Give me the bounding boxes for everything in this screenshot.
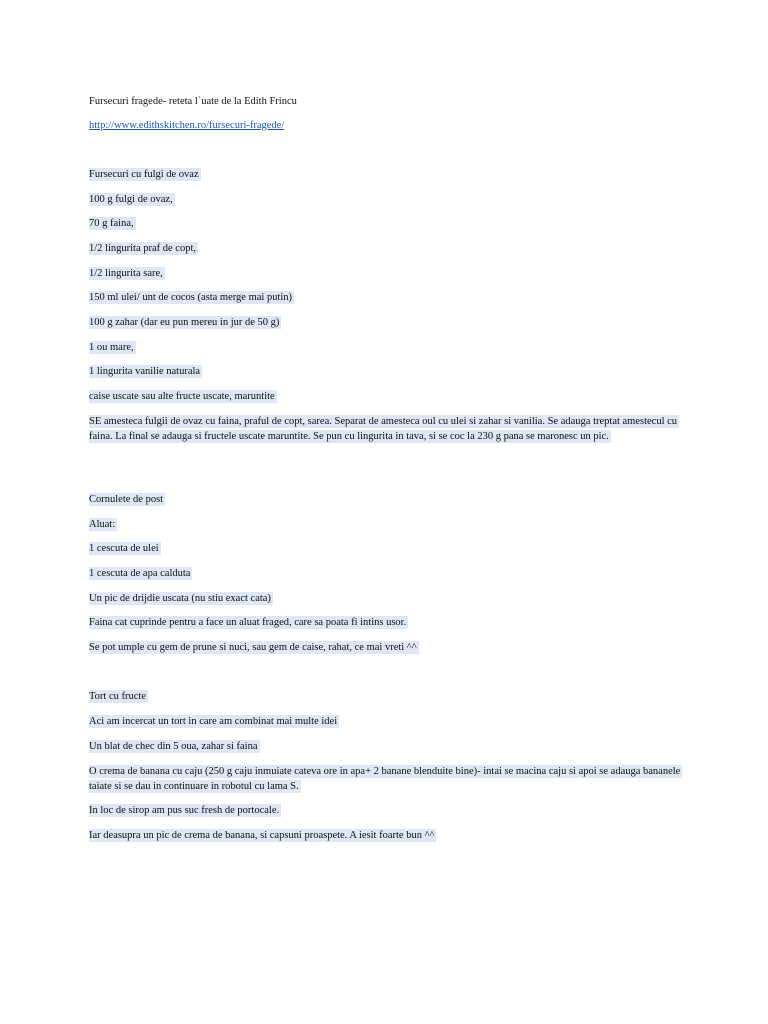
ingredient-line: 1 lingurita vanilie naturala [89, 366, 201, 377]
source-link[interactable]: http://www.edithskitchen.ro/fursecuri-fragede/ [89, 120, 285, 131]
ingredient-line: 1 ou mare, [89, 342, 134, 353]
ingredient-line: 100 g zahar (dar eu pun mereu in jur de 50 g) [89, 317, 280, 328]
document-title: Fursecuri fragede- reteta l`uate de la Edith Frincu [89, 96, 297, 107]
text-line: Aci am incercat un tort in care am combinat mai multe idei [89, 716, 338, 727]
recipe-title: Cornulete de post [89, 494, 164, 505]
ingredient-line: 1 cescuta de ulei [89, 543, 159, 554]
recipe-subtitle: Aluat: [89, 519, 116, 530]
ingredient-line: 1 cescuta de apa calduta [89, 568, 191, 579]
ingredient-line: Un pic de drijdie uscata (nu stiu exact cata) [89, 593, 271, 604]
ingredient-line: 1/2 lingurita sare, [89, 268, 163, 279]
recipe-title: Tort cu fructe [89, 691, 146, 702]
text-line: In loc de sirop am pus suc fresh de portocale. [89, 805, 280, 816]
text-line: Iar deasupra un pic de crema de banana, si capsuni proaspete. A iesit foarte bun ^^ [89, 830, 435, 841]
ingredient-line: 70 g faina, [89, 218, 134, 229]
ingredient-line: Faina cat cuprinde pentru a face un aluat fraged, care sa poata fi intins usor. [89, 617, 407, 628]
recipe-title: Fursecuri cu fulgi de ovaz [89, 169, 199, 180]
ingredient-line: caise uscate sau alte fructe uscate, maruntite [89, 391, 275, 402]
text-line: Un blat de chec din 5 oua, zahar si faina [89, 741, 258, 752]
ingredient-line: Se pot umple cu gem de prune si nuci, sau gem de caise, rahat, ce mai vreti ^^ [89, 642, 417, 653]
ingredient-line: 150 ml ulei/ unt de cocos (asta merge mai putin) [89, 292, 293, 303]
ingredient-line: 1/2 lingurita praf de copt, [89, 243, 197, 254]
instructions-paragraph: SE amesteca fulgii de ovaz cu faina, praful de copt, sarea. Separat de amesteca oul cu ulei si zahar si vanilia. Se adauga treptat amestecul cu faina. La final se adauga si fructele uscate maruntite. Se pun cu lingurita in tava, si se coc la 230 g pana se maronesc un pic. [89, 416, 678, 442]
ingredient-line: 100 g fulgi de ovaz, [89, 194, 173, 205]
cream-paragraph: O crema de banana cu caju (250 g caju inmuiate cateva ore in apa+ 2 banane blenduite bine)- intai se macina caju si apoi se adauga bananele taiate si se dau in continuare in robotul cu lama S. [89, 766, 681, 792]
